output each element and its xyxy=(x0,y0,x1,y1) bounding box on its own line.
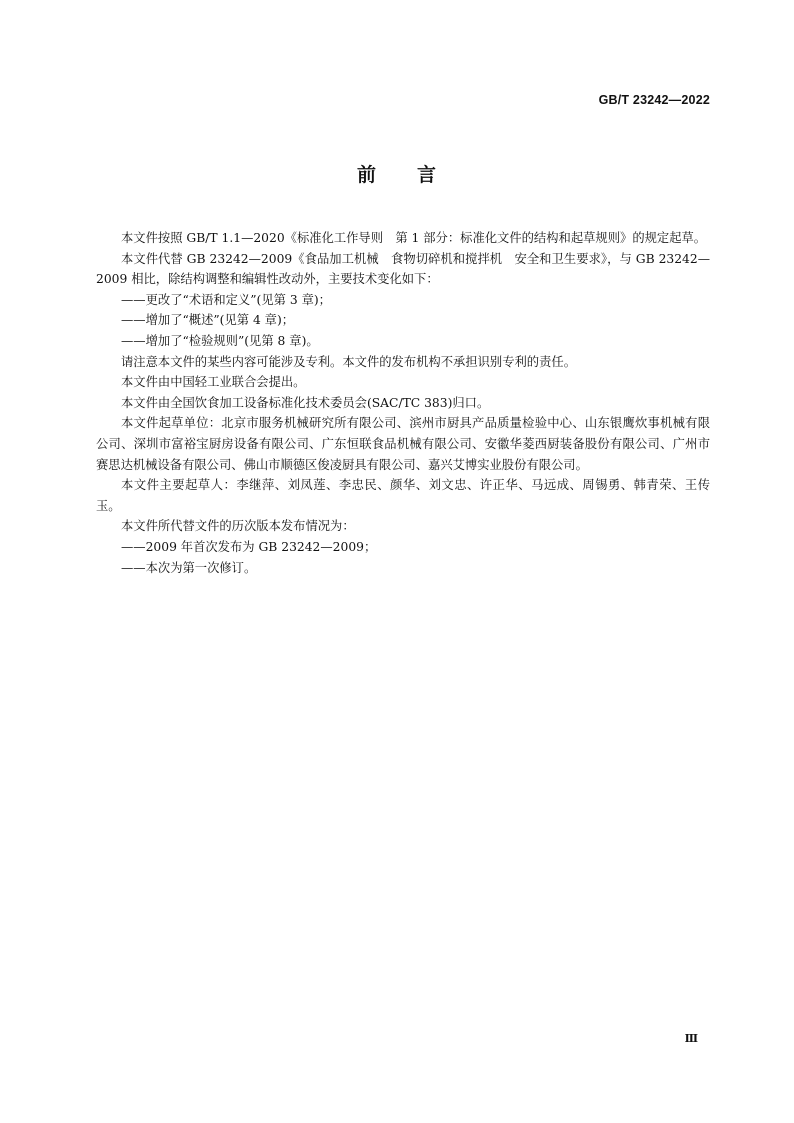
change-item-inspection: ——增加了“检验规则”(见第 8 章)。 xyxy=(121,333,319,348)
foreword-body xyxy=(96,228,710,578)
paragraph-drafters: 本文件主要起草人：李继萍、刘凤莲、李忠民、颜华、刘文忠、许正华、马远成、周锡勇、韩青荣、王传玉。 xyxy=(96,478,710,513)
paragraph-proposed-by: 本文件由中国轻工业联合会提出。 xyxy=(121,375,306,390)
history-item-first: ——2009 年首次发布为 GB 23242—2009； xyxy=(121,539,377,554)
title-char-2: 言 xyxy=(417,164,438,186)
paragraph-version-history: 本文件所代替文件的历次版本发布情况为： xyxy=(121,519,355,534)
paragraph-drafting-rules: 本文件按照 GB/T 1.1—2020《标准化工作导则 第 1 部分：标准化文件的结构和起草规则》的规定起草。 xyxy=(121,231,707,245)
change-item-terms: ——更改了“术语和定义”(见第 3 章)； xyxy=(121,292,331,307)
paragraph-drafting-organizations: 本文件起草单位：北京市服务机械研究所有限公司、滨州市厨具产品质量检验中心、山东银鹰炊事机械有限公司、深圳市富裕宝厨房设备有限公司、广东恒联食品机械有限公司、安徽华菱西厨装备股份有限公司、广州市赛思达机械设备有限公司、佛山市顺德区俊凌厨具有限公司、嘉兴艾博实业股份有限公司。 xyxy=(96,416,710,472)
paragraph-replaces: 本文件代替 GB 23242—2009《食品加工机械 食物切碎机和搅拌机 安全和卫生要求》，与 GB 23242—2009 相比，除结构调整和编辑性改动外，主要技术变化如下： xyxy=(96,251,710,287)
paragraph-patent-notice: 请注意本文件的某些内容可能涉及专利。本文件的发布机构不承担识别专利的责任。 xyxy=(121,354,576,369)
page-number: Ⅲ xyxy=(684,1032,698,1045)
change-item-overview: ——增加了“概述”(见第 4 章)； xyxy=(121,313,295,328)
paragraph-technical-committee: 本文件由全国饮食加工设备标准化技术委员会(SAC/TC 383)归口。 xyxy=(121,395,490,410)
history-item-revision: ——本次为第一次修订。 xyxy=(121,560,257,575)
page-title xyxy=(0,160,794,187)
standard-code: GB/T 23242—2022 xyxy=(598,93,710,107)
title-char-1: 前 xyxy=(356,164,377,186)
